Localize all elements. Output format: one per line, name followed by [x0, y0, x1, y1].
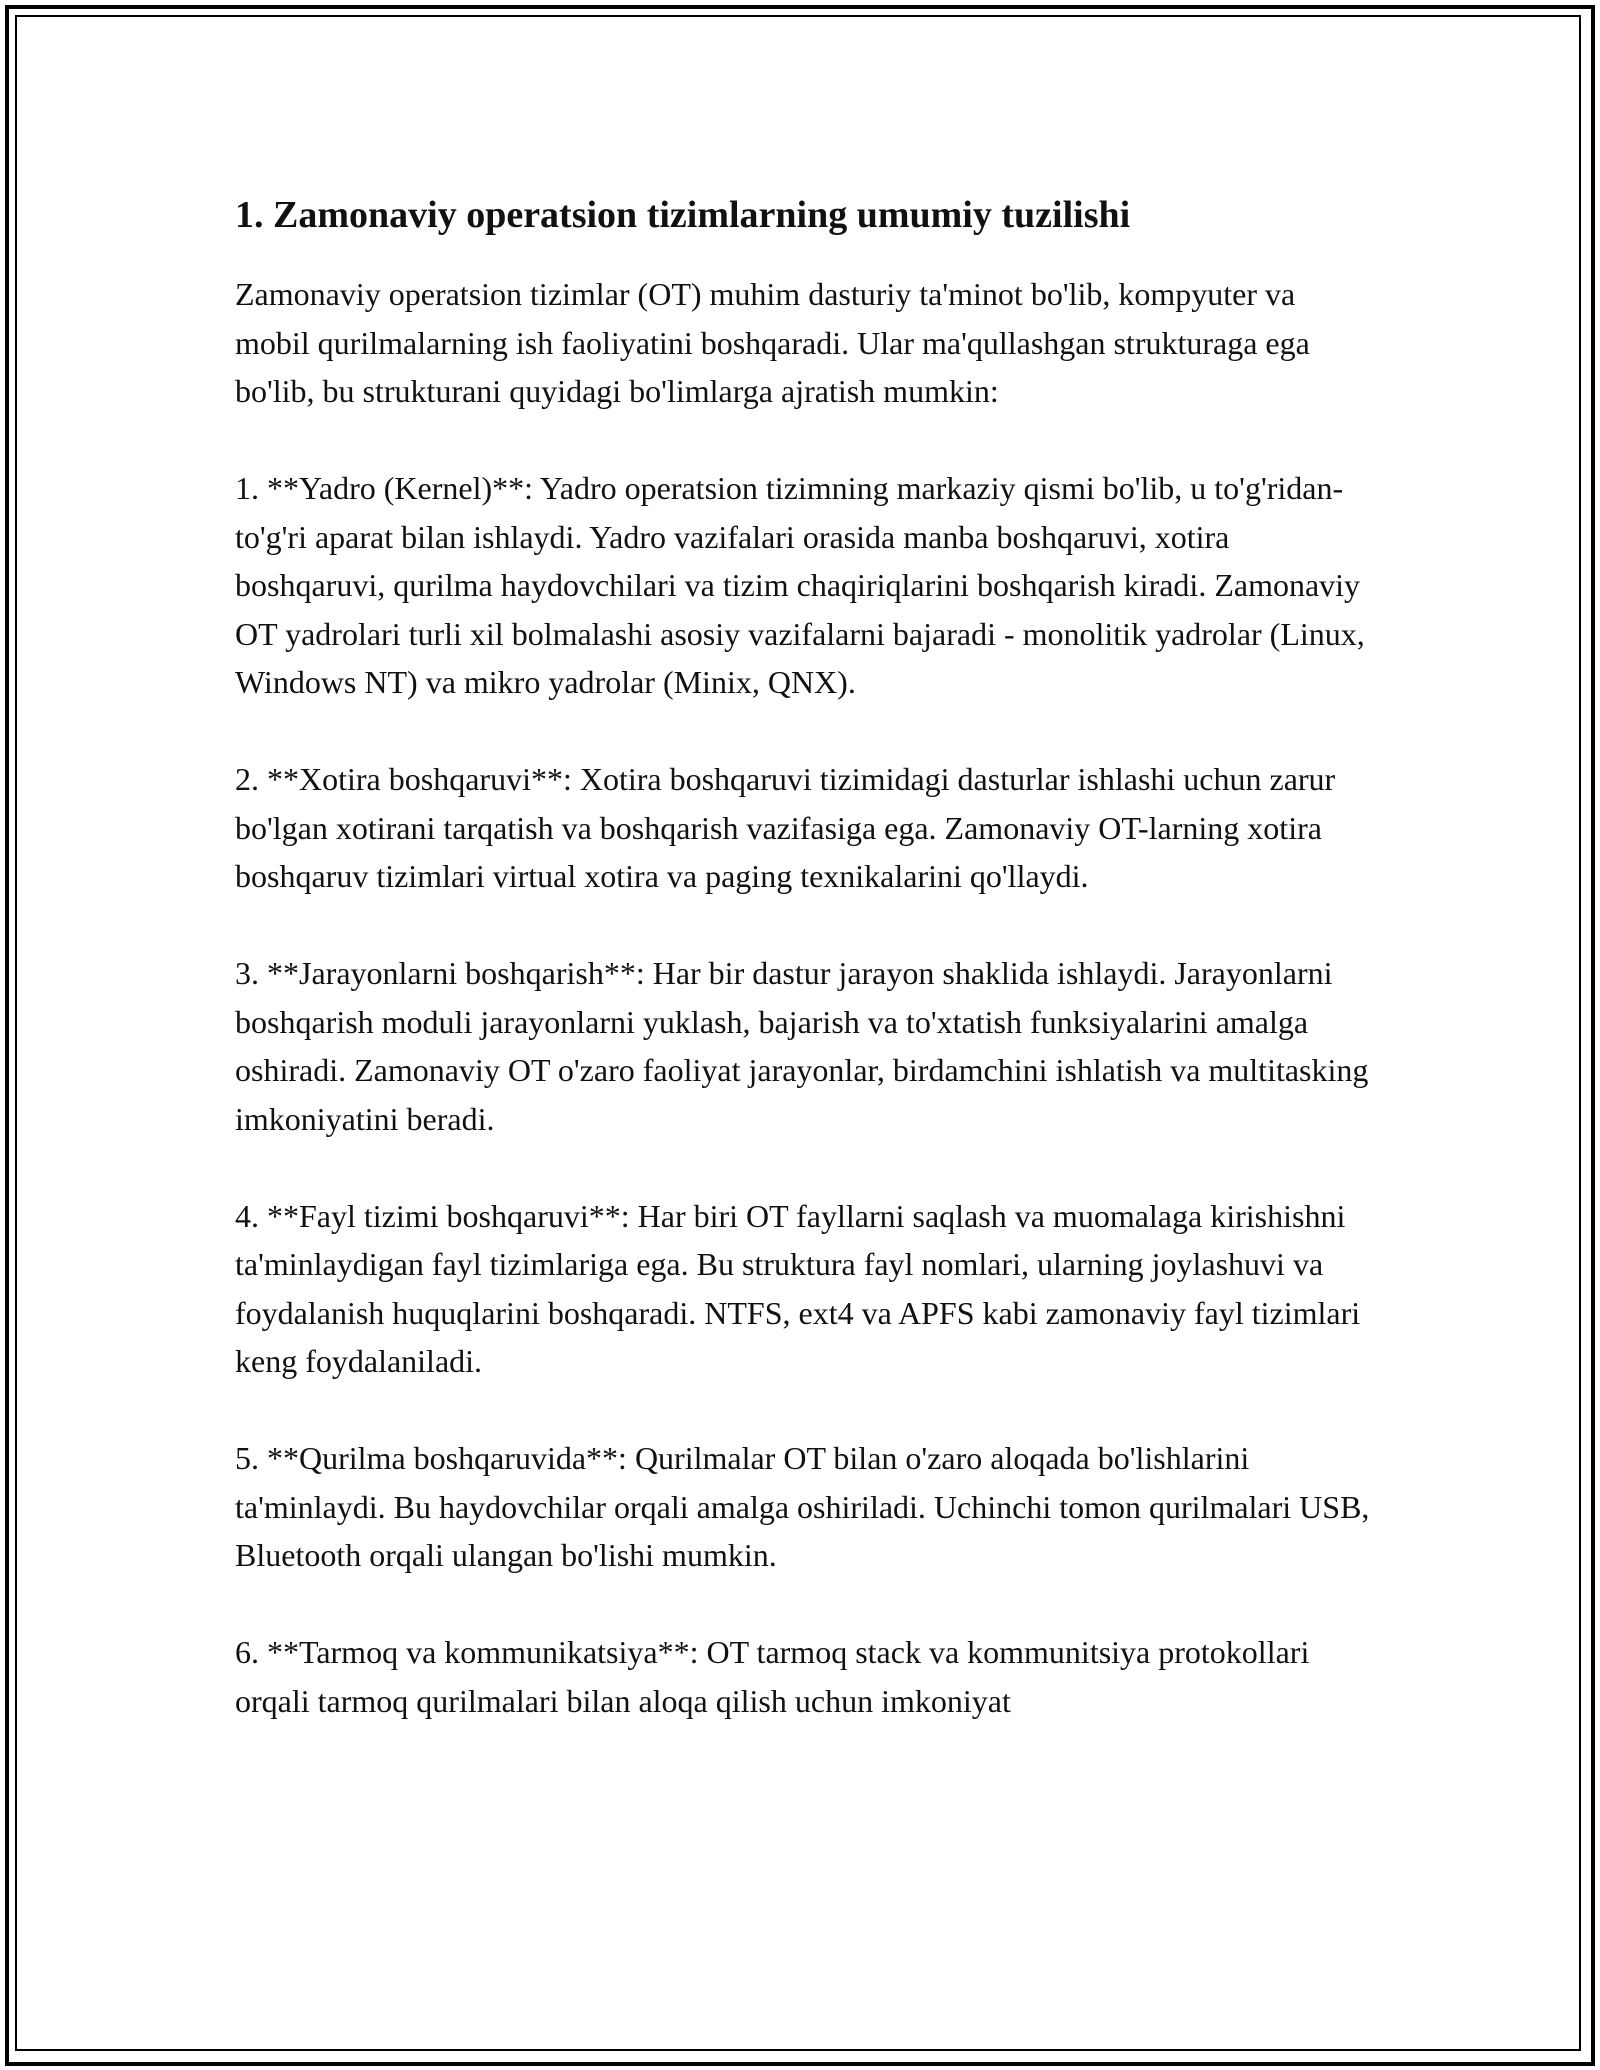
document-body: [235, 180, 1370, 1774]
paragraph-process-management: 3. **Jarayonlarni boshqarish**: Har bir dastur jarayon shaklida ishlaydi. Jarayonlarni boshqarish moduli jarayonlarni yuklash, bajarish va to'xtatish funksiyalarini amalga oshiradi. Zamonaviy OT o'zaro faoliyat jarayonlar, birdamchini ishlatish va multitasking imkoniyatini beradi.: [235, 955, 1369, 1137]
paragraph-networking: 6. **Tarmoq va kommunikatsiya**: OT tarmoq stack va kommunitsiya protokollari orqali tarmoq qurilmalari bilan aloqa qilish uchun imkoniyat: [235, 1634, 1310, 1719]
document-title: 1. Zamonaviy operatsion tizimlarning umumiy tuzilishi: [235, 194, 1131, 236]
paragraph-memory-management: 2. **Xotira boshqaruvi**: Xotira boshqaruvi tizimidagi dasturlar ishlashi uchun zarur bo'lgan xotirani tarqatish va boshqarish vazifasiga ega. Zamonaviy OT-larning xotira boshqaruv tizimlari virtual xotira va paging texnikalarini qo'llaydi.: [235, 761, 1336, 894]
paragraph-kernel: 1. **Yadro (Kernel)**: Yadro operatsion tizimning markaziy qismi bo'lib, u to'g'ridan-to'g'ri aparat bilan ishlaydi. Yadro vazifalari orasida manba boshqaruvi, xotira boshqaruvi, qurilma haydovchilari va tizim chaqiriqlarini boshqarish kiradi. Zamonaviy OT yadrolari turli xil bolmalashi asosiy vazifalarni bajaradi - monolitik yadrolar (Linux, Windows NT) va mikro yadrolar (Minix, QNX).: [235, 470, 1365, 700]
intro-paragraph: Zamonaviy operatsion tizimlar (OT) muhim dasturiy ta'minot bo'lib, kompyuter va mobil qurilmalarning ish faoliyatini boshqaradi. Ular ma'qullashgan strukturaga ega bo'lib, bu strukturani quyidagi bo'limlarga ajratish mumkin:: [235, 276, 1310, 409]
paragraph-file-system: 4. **Fayl tizimi boshqaruvi**: Har biri OT fayllarni saqlash va muomalaga kirishishni ta'minlaydigan fayl tizimlariga ega. Bu struktura fayl nomlari, ularning joylashuvi va foydalanish huquqlarini boshqaradi. NTFS, ext4 va APFS kabi zamonaviy fayl tizimlari keng foydalaniladi.: [235, 1197, 1361, 1379]
paragraph-device-management: 5. **Qurilma boshqaruvida**: Qurilmalar OT bilan o'zaro aloqada bo'lishlarini ta'minlaydi. Bu haydovchilar orqali amalga oshiriladi. Uchinchi tomon qurilmalari USB, Bluetooth orqali ulangan bo'lishi mumkin.: [235, 1440, 1370, 1573]
